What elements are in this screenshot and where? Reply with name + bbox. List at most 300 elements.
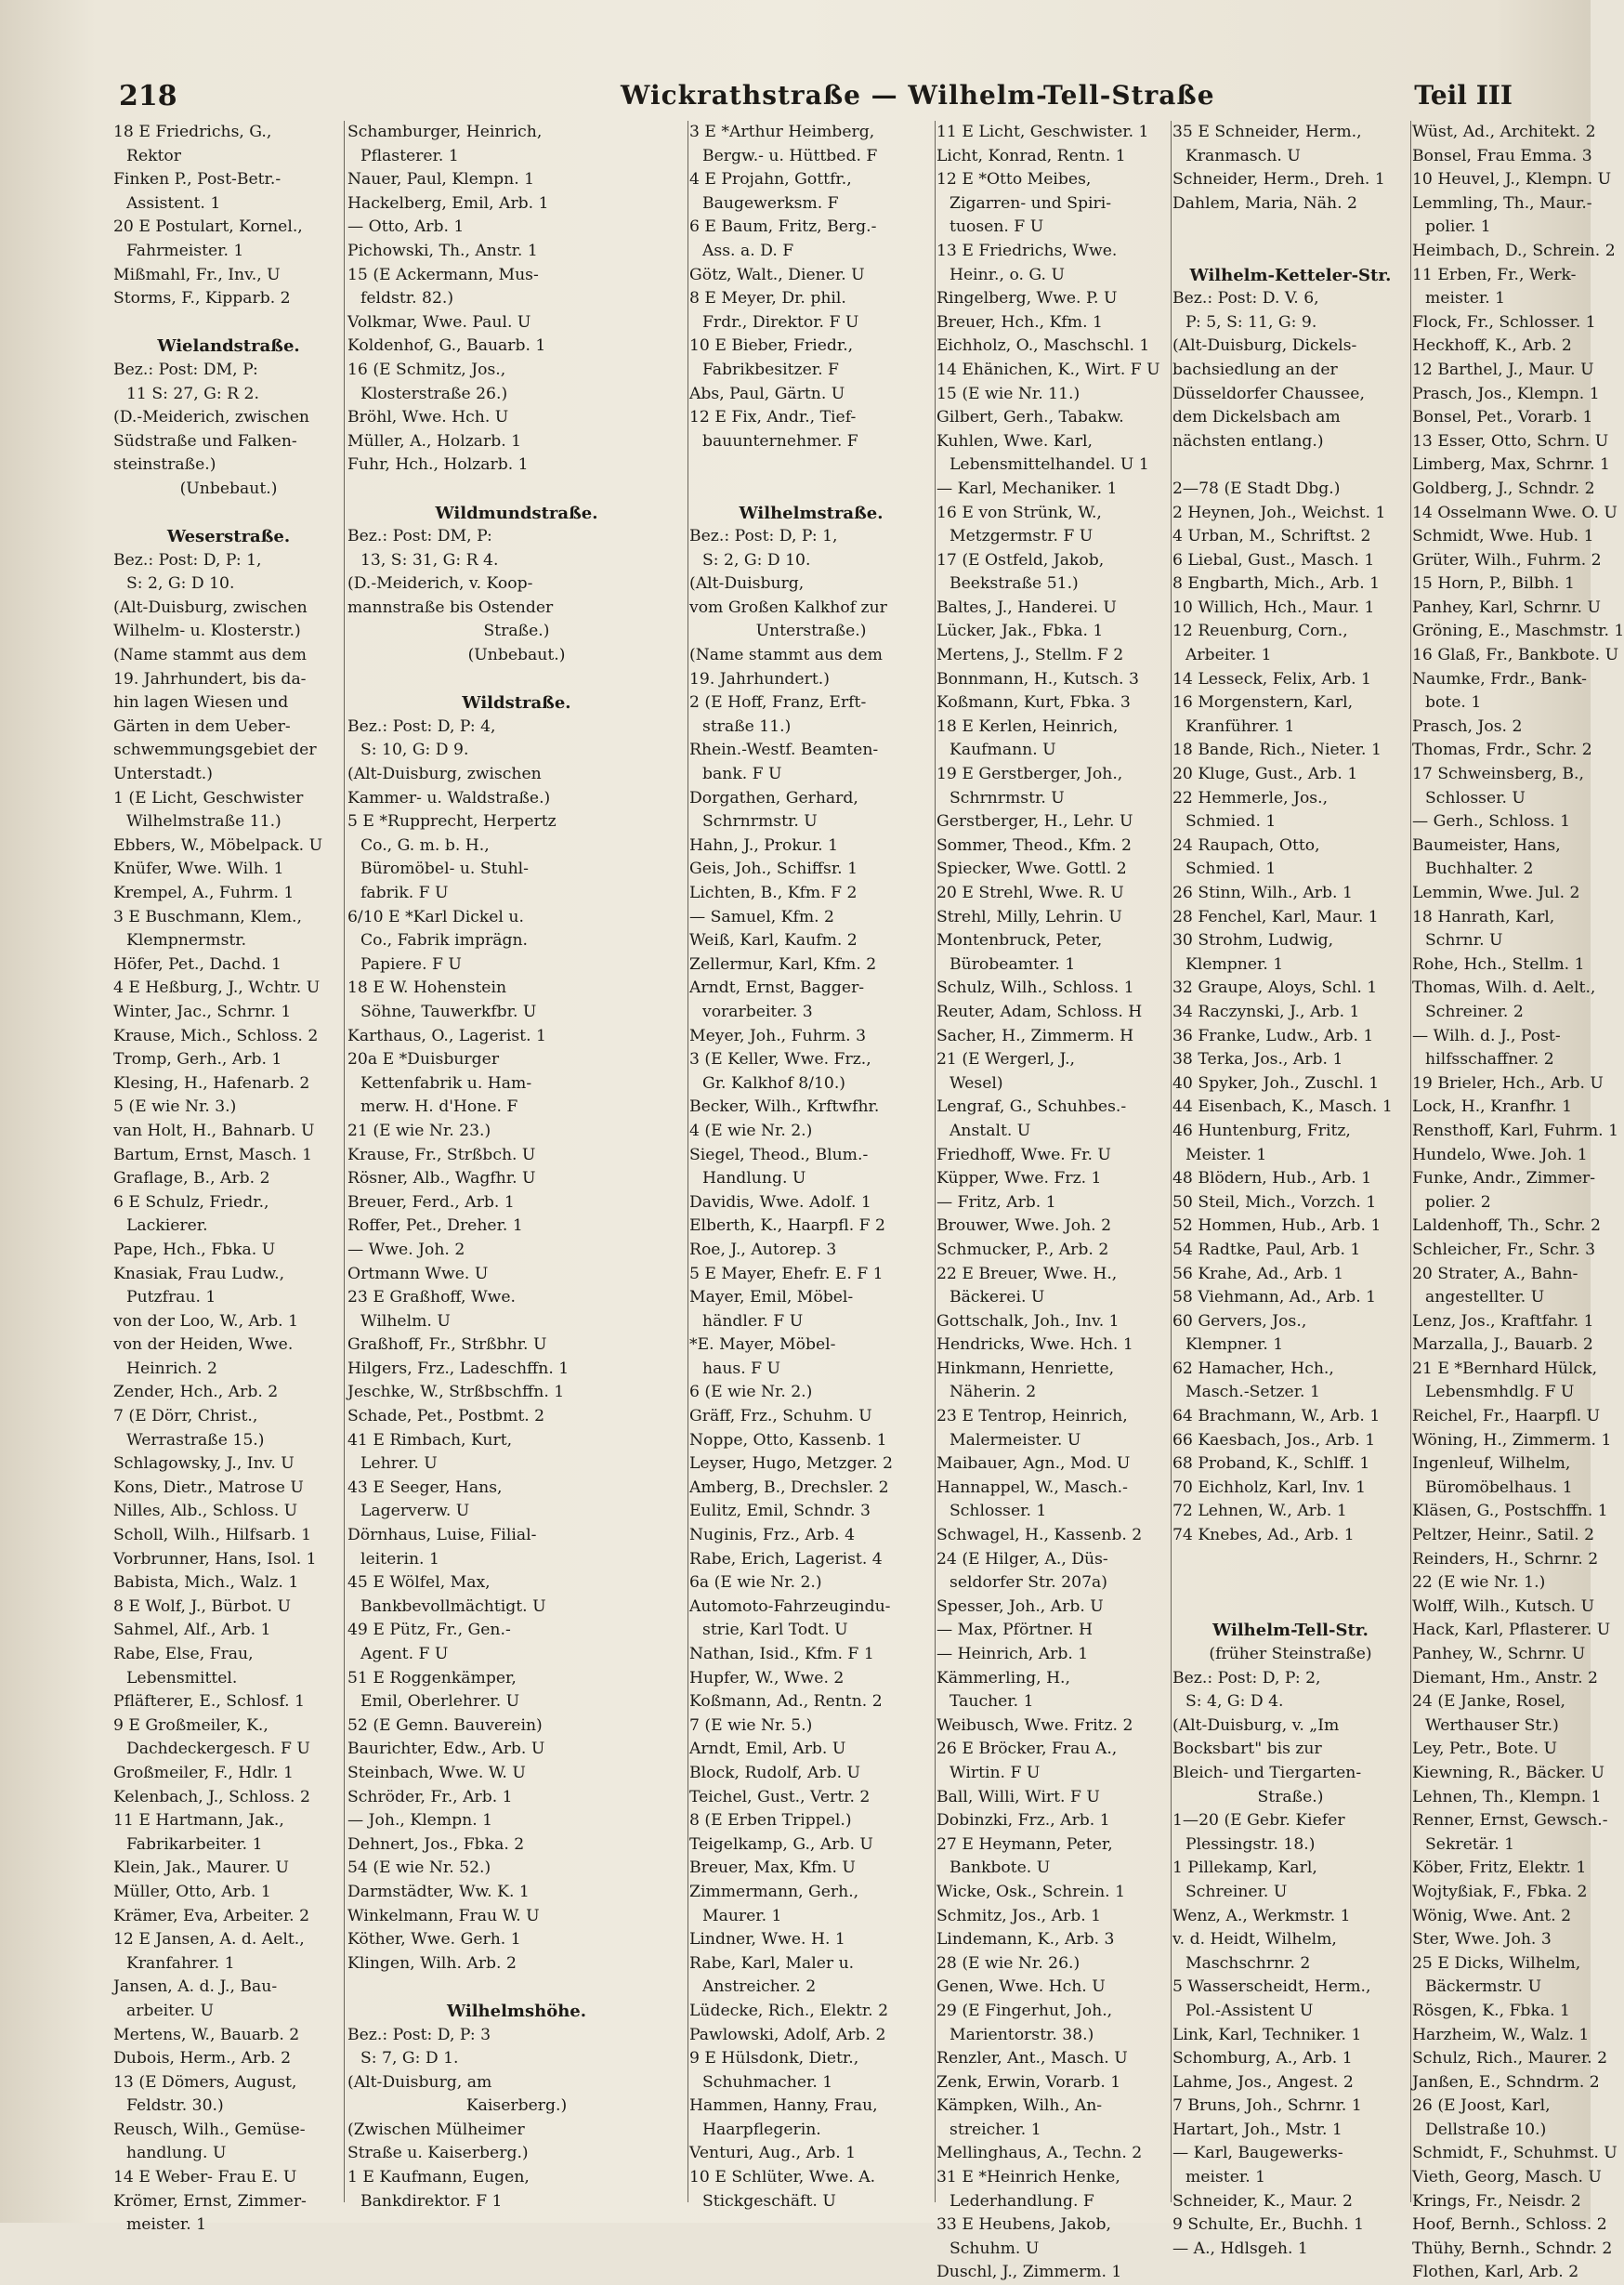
running-title: Wickrathstraße — Wilhelm-Tell-Straße xyxy=(621,80,1215,111)
directory-entry: Straße u. Kaiserberg.) xyxy=(347,2144,529,2163)
directory-entry: Bez.: Post: DM, P: xyxy=(347,527,492,546)
street-heading: Wielandstraße. xyxy=(157,336,300,357)
directory-entry: (Alt-Duisburg, am xyxy=(347,2072,492,2092)
directory-entry: (Alt-Duisburg, zwischen xyxy=(347,765,542,784)
directory-entry: Schomburg, A., Arb. 1 xyxy=(1172,2049,1353,2068)
directory-entry: 5 E *Rupprecht, Herpertz xyxy=(347,812,557,832)
directory-entry: Zigarren- und Spiri- xyxy=(950,193,1112,213)
directory-entry: Janßen, E., Schndrm. 2 xyxy=(1412,2072,1600,2092)
directory-entry: Bonsel, Pet., Vorarb. 1 xyxy=(1412,408,1593,427)
directory-entry: Lücker, Jak., Fbka. 1 xyxy=(936,622,1104,641)
directory-entry: Graflage, B., Arb. 2 xyxy=(113,1169,270,1188)
directory-entry: Wicke, Osk., Schrein. 1 xyxy=(936,1882,1126,1901)
directory-entry: Noppe, Otto, Kassenb. 1 xyxy=(689,1430,887,1450)
directory-entry: 1 Pillekamp, Karl, xyxy=(1172,1858,1317,1878)
directory-entry: Gräff, Frz., Schuhm. U xyxy=(689,1407,872,1426)
directory-entry: 74 Knebes, Ad., Arb. 1 xyxy=(1172,1526,1355,1545)
directory-entry: Panhey, Karl, Schrnr. U xyxy=(1412,598,1601,617)
directory-entry: Rösgen, K., Fbka. 1 xyxy=(1412,2001,1570,2020)
directory-entry: Schmitz, Jos., Arb. 1 xyxy=(936,1906,1102,1925)
directory-entry: Meyer, Joh., Fuhrm. 3 xyxy=(689,1026,867,1045)
directory-entry: Hartart, Joh., Mstr. 1 xyxy=(1172,2120,1342,2139)
column-4 xyxy=(936,121,1169,2282)
directory-entry: 3 (E Keller, Wwe. Frz., xyxy=(689,1050,871,1070)
directory-entry: Lehrer. U xyxy=(360,1454,438,1474)
directory-entry: 4 E Heßburg, J., Wchtr. U xyxy=(113,978,321,998)
directory-entry: bachsiedlung an der xyxy=(1172,360,1338,379)
directory-entry: — Heinrich, Arb. 1 xyxy=(936,1645,1089,1663)
directory-entry: (Alt-Duisburg, xyxy=(689,574,805,594)
directory-entry: 6 (E wie Nr. 2.) xyxy=(689,1383,813,1402)
directory-entry: bauunternehmer. F xyxy=(702,431,858,451)
directory-entry: Lüdecke, Rich., Elektr. 2 xyxy=(689,2001,889,2020)
directory-entry: Rensthoff, Karl, Fuhrm. 1 xyxy=(1412,1121,1619,1140)
directory-entry: Anstalt. U xyxy=(950,1121,1031,1140)
directory-entry: 20 E Postulart, Kornel., xyxy=(113,217,303,237)
directory-entry: Venturi, Aug., Arb. 1 xyxy=(689,2144,857,2163)
directory-entry: Teigelkamp, G., Arb. U xyxy=(689,1834,873,1854)
directory-entry: Wilhelm. U xyxy=(360,1311,451,1331)
directory-entry: Gilbert, Gerh., Tabakw. xyxy=(936,408,1124,427)
directory-entry: Mertens, J., Stellm. F 2 xyxy=(936,646,1124,665)
directory-entry xyxy=(1172,453,1408,478)
directory-entry: streicher. 1 xyxy=(950,2120,1041,2139)
directory-entry: 36 Franke, Ludw., Arb. 1 xyxy=(1172,1026,1374,1045)
directory-entry: 12 Barthel, J., Maur. U xyxy=(1412,360,1594,379)
directory-entry: Karthaus, O., Lagerist. 1 xyxy=(347,1026,546,1045)
directory-entry: Fahrmeister. 1 xyxy=(126,241,244,260)
directory-entry: 33 E Heubens, Jakob, xyxy=(936,2215,1111,2235)
directory-entry: Thomas, Wilh. d. Aelt., xyxy=(1412,978,1596,998)
directory-entry: 4 E Projahn, Gottfr., xyxy=(689,170,852,190)
directory-entry: Fabrikarbeiter. 1 xyxy=(126,1834,263,1854)
directory-entry: Arndt, Emil, Arb. U xyxy=(689,1740,846,1759)
directory-entry: Kläsen, G., Postschffn. 1 xyxy=(1412,1502,1608,1521)
directory-entry xyxy=(347,478,686,502)
street-heading: Wilhelm-Tell-Str. xyxy=(1212,1621,1369,1641)
directory-entry: Vorbrunner, Hans, Isol. 1 xyxy=(113,1549,317,1569)
directory-entry: — Otto, Arb. 1 xyxy=(347,217,465,237)
directory-entry: Hilgers, Frz., Ladeschffn. 1 xyxy=(347,1359,570,1378)
directory-entry: 10 E Schlüter, Wwe. A. xyxy=(689,2168,876,2187)
directory-entry: handlung. U xyxy=(126,2144,227,2163)
directory-entry: Eichholz, O., Maschschl. 1 xyxy=(936,336,1150,356)
directory-entry: schwemmungsgebiet der xyxy=(113,741,317,760)
directory-entry: — Samuel, Kfm. 2 xyxy=(689,907,834,926)
directory-entry xyxy=(1172,240,1408,264)
directory-entry: Plessingstr. 18.) xyxy=(1185,1834,1316,1854)
directory-entry: 1 (E Licht, Geschwister xyxy=(113,788,304,808)
directory-entry: Götz, Walt., Diener. U xyxy=(689,265,865,284)
directory-entry: Kranmasch. U xyxy=(1185,146,1301,165)
directory-entry: Bankbote. U xyxy=(950,1858,1051,1878)
directory-entry: — Karl, Mechaniker. 1 xyxy=(936,479,1118,498)
directory-entry: 52 Hommen, Hub., Arb. 1 xyxy=(1172,1216,1382,1236)
directory-entry: 22 Hemmerle, Jos., xyxy=(1172,788,1329,808)
directory-entry: Renner, Ernst, Gewsch.- xyxy=(1412,1811,1608,1831)
directory-entry: Lichten, B., Kfm. F 2 xyxy=(689,884,858,902)
directory-entry: Unterstraße.) xyxy=(755,622,867,641)
directory-entry: — Karl, Baugewerks- xyxy=(1172,2144,1343,2163)
directory-entry: 14 E Weber- Frau E. U xyxy=(113,2168,297,2187)
directory-entry: Wirtin. F U xyxy=(950,1763,1041,1782)
directory-entry: Marientorstr. 38.) xyxy=(950,2025,1094,2044)
directory-entry: 6/10 E *Karl Dickel u. xyxy=(347,907,524,926)
directory-entry: Lagerverw. U xyxy=(360,1502,470,1521)
directory-entry: 12 Reuenburg, Corn., xyxy=(1172,622,1348,641)
directory-entry: (Unbebaut.) xyxy=(179,479,278,498)
directory-entry: 13, S: 31, G: R 4. xyxy=(360,550,499,570)
directory-entry: 9 E Großmeiler, K., xyxy=(113,1715,268,1735)
directory-entry: 8 E Wolf, J., Bürbot. U xyxy=(113,1596,291,1616)
directory-entry: Näherin. 2 xyxy=(950,1383,1037,1402)
directory-entry: Vieth, Georg, Masch. U xyxy=(1412,2168,1602,2187)
directory-entry: Ebbers, W., Möbelpack. U xyxy=(113,835,323,855)
directory-entry: Wönig, Wwe. Ant. 2 xyxy=(1412,1906,1572,1925)
directory-entry: Lengraf, G., Schuhbes.- xyxy=(936,1097,1127,1117)
directory-entry: Agent. F U xyxy=(360,1645,449,1663)
directory-entry: 41 E Rimbach, Kurt, xyxy=(347,1430,513,1450)
directory-entry: 16 Glaß, Fr., Bankbote. U xyxy=(1412,646,1619,665)
directory-entry: Unterstadt.) xyxy=(113,765,213,784)
directory-entry: seldorfer Str. 207a) xyxy=(950,1573,1107,1593)
directory-entry: Bez.: Post: D, P: 1, xyxy=(689,527,838,546)
directory-entry: Sekretär. 1 xyxy=(1425,1834,1515,1854)
directory-entry: Pflasterer. 1 xyxy=(360,146,459,165)
directory-entry: Gärten in dem Ueber- xyxy=(113,716,291,736)
directory-entry: v. d. Heidt, Wilhelm, xyxy=(1172,1930,1337,1950)
directory-entry: Kons, Dietr., Matrose U xyxy=(113,1477,304,1497)
directory-entry: Dörnhaus, Luise, Filial- xyxy=(347,1526,537,1545)
directory-entry: 21 E *Bernhard Hülck, xyxy=(1412,1359,1598,1378)
directory-entry xyxy=(113,311,344,335)
directory-entry: 15 (E wie Nr. 11.) xyxy=(936,384,1080,403)
directory-entry: 24 (E Janke, Rosel, xyxy=(1412,1692,1566,1712)
directory-entry: (Alt-Duisburg, v. „Im xyxy=(1172,1715,1340,1735)
directory-entry: Schrnrmstr. U xyxy=(702,812,818,832)
directory-entry: steinstraße.) xyxy=(113,455,216,475)
directory-entry: strie, Karl Todt. U xyxy=(702,1621,848,1640)
column-6 xyxy=(1412,121,1624,2282)
directory-entry: 54 (E wie Nr. 52.) xyxy=(347,1858,491,1878)
street-heading: Wildstraße. xyxy=(462,693,571,714)
directory-entry: 28 (E wie Nr. 26.) xyxy=(936,1953,1080,1973)
directory-entry: Hupfer, W., Wwe. 2 xyxy=(689,1668,845,1687)
directory-entry: Montenbruck, Peter, xyxy=(936,931,1103,951)
directory-entry: 10 Willich, Hch., Maur. 1 xyxy=(1172,598,1375,617)
directory-entry: Thomas, Frdr., Schr. 2 xyxy=(1412,741,1592,760)
directory-entry: Dehnert, Jos., Fbka. 2 xyxy=(347,1834,525,1854)
directory-entry: Masch.-Setzer. 1 xyxy=(1185,1383,1320,1402)
directory-entry: 7 (E Dörr, Christ., xyxy=(113,1407,258,1426)
directory-entry: Schulz, Rich., Maurer. 2 xyxy=(1412,2049,1608,2068)
directory-entry: Büromöbel- u. Stuhl- xyxy=(360,860,529,879)
directory-entry: 22 (E wie Nr. 1.) xyxy=(1412,1573,1546,1593)
directory-entry: Maschschrnr. 2 xyxy=(1185,1953,1311,1973)
directory-entry: Klempner. 1 xyxy=(1185,954,1284,974)
directory-entry: Wöning, H., Zimmerm. 1 xyxy=(1412,1430,1612,1450)
directory-entry: 24 Raupach, Otto, xyxy=(1172,835,1320,855)
directory-entry: Bez.: Post: D. V. 6, xyxy=(1172,289,1319,309)
directory-entry: 11 Erben, Fr., Werk- xyxy=(1412,265,1577,284)
directory-entry: 2 Heynen, Joh., Weichst. 1 xyxy=(1172,503,1386,522)
directory-entry: Bonsel, Frau Emma. 3 xyxy=(1412,146,1592,165)
directory-entry: Dachdeckergesch. F U xyxy=(126,1740,310,1759)
column-3 xyxy=(689,121,933,2211)
directory-entry: 18 E Friedrichs, G., xyxy=(113,123,272,141)
directory-entry: 20a E *Duisburger xyxy=(347,1050,500,1070)
directory-entry: — Wwe. Joh. 2 xyxy=(347,1240,465,1259)
directory-entry: 54 Radtke, Paul, Arb. 1 xyxy=(1172,1240,1361,1259)
directory-entry: 43 E Seeger, Hans, xyxy=(347,1477,503,1497)
directory-entry: meister. 1 xyxy=(1425,289,1506,309)
directory-entry: 14 Ehänichen, K., Wirt. F U xyxy=(936,360,1160,379)
directory-entry: Maibauer, Agn., Mod. U xyxy=(936,1454,1131,1474)
directory-entry: Scholl, Wilh., Hilfsarb. 1 xyxy=(113,1526,312,1545)
directory-entry: Elberth, K., Haarpfl. F 2 xyxy=(689,1216,885,1236)
directory-entry: Mißmahl, Fr., Inv., U xyxy=(113,265,281,284)
directory-entry: Funke, Andr., Zimmer- xyxy=(1412,1169,1596,1188)
directory-entry: Roe, J., Autorep. 3 xyxy=(689,1240,837,1259)
directory-entry: Werthauser Str.) xyxy=(1425,1715,1559,1735)
directory-entry: Sahmel, Alf., Arb. 1 xyxy=(113,1621,271,1640)
directory-entry: 6 E Baum, Fritz, Berg.- xyxy=(689,217,877,237)
directory-entry: 13 E Friedrichs, Wwe. xyxy=(936,241,1118,260)
directory-entry: 13 Esser, Otto, Schrn. U xyxy=(1412,431,1609,451)
directory-entry: Tromp, Gerh., Arb. 1 xyxy=(113,1050,282,1070)
directory-entry: 51 E Roggenkämper, xyxy=(347,1668,517,1687)
directory-entry: Siegel, Theod., Blum.- xyxy=(689,1145,869,1164)
directory-entry: Schmied. 1 xyxy=(1185,812,1277,832)
directory-entry: meister. 1 xyxy=(1185,2168,1266,2187)
directory-entry xyxy=(113,502,344,526)
directory-entry: 56 Krahe, Ad., Arb. 1 xyxy=(1172,1264,1344,1283)
street-heading: Weserstraße. xyxy=(166,527,291,547)
directory-entry: Papiere. F U xyxy=(360,954,462,974)
directory-entry: Mayer, Emil, Möbel- xyxy=(689,1288,854,1307)
directory-entry: Naumke, Frdr., Bank- xyxy=(1412,669,1587,689)
directory-entry: merw. H. d'Hone. F xyxy=(360,1097,518,1117)
directory-entry: Wilhelmstraße 11.) xyxy=(126,812,282,832)
directory-entry: Lackierer. xyxy=(126,1216,208,1236)
street-heading: Wilhelm-Ketteler-Str. xyxy=(1189,265,1392,285)
directory-entry: Emil, Oberlehrer. U xyxy=(360,1692,520,1712)
directory-entry xyxy=(689,453,933,478)
directory-entry: Nathan, Isid., Kfm. F 1 xyxy=(689,1645,874,1663)
directory-entry: Baumeister, Hans, xyxy=(1412,835,1561,855)
directory-entry: Ringelberg, Wwe. P. U xyxy=(936,289,1118,309)
directory-entry: Schade, Pet., Postbmt. 2 xyxy=(347,1407,545,1426)
directory-entry: Haarpflegerin. xyxy=(702,2120,821,2139)
directory-entry: 38 Terka, Jos., Arb. 1 xyxy=(1172,1050,1343,1070)
directory-entry: 20 E Strehl, Wwe. R. U xyxy=(936,884,1124,902)
directory-entry: Spiecker, Wwe. Gottl. 2 xyxy=(936,860,1127,879)
directory-entry: Bez.: Post: D, P: 4, xyxy=(347,716,496,736)
directory-entry: Wojtyßiak, F., Fbka. 2 xyxy=(1412,1882,1588,1901)
directory-entry: S: 2, G: D 10. xyxy=(126,574,235,594)
directory-entry: Graßhoff, Fr., Strßbhr. U xyxy=(347,1335,547,1355)
directory-entry: Baugewerksm. F xyxy=(702,193,839,213)
directory-entry: Knüfer, Wwe. Wilh. 1 xyxy=(113,860,284,879)
directory-entry: Bleich- und Tiergarten- xyxy=(1172,1763,1362,1782)
directory-entry: 23 E Graßhoff, Wwe. xyxy=(347,1288,516,1307)
directory-entry: mannstraße bis Ostender xyxy=(347,598,554,617)
directory-entry: Krause, Mich., Schloss. 2 xyxy=(113,1026,319,1045)
directory-entry: Schmied. 1 xyxy=(1185,860,1277,879)
directory-entry: Darmstädter, Ww. K. 1 xyxy=(347,1882,530,1901)
directory-entry: 26 Stinn, Wilh., Arb. 1 xyxy=(1172,884,1353,902)
directory-entry: Bäckerei. U xyxy=(950,1288,1045,1307)
directory-entry: 24 (E Hilger, A., Düs- xyxy=(936,1549,1108,1569)
directory-entry: 18 Hanrath, Karl, xyxy=(1412,907,1555,926)
directory-entry: Rektor xyxy=(126,146,181,165)
directory-entry: Klosterstraße 26.) xyxy=(360,384,508,403)
directory-entry: Frdr., Direktor. F U xyxy=(702,312,859,332)
directory-entry: Roffer, Pet., Dreher. 1 xyxy=(347,1216,523,1236)
directory-entry xyxy=(1172,1596,1408,1620)
directory-entry: Mellinghaus, A., Techn. 2 xyxy=(936,2144,1143,2163)
directory-entry: 18 Bande, Rich., Nieter. 1 xyxy=(1172,741,1382,760)
directory-entry: Pichowski, Th., Anstr. 1 xyxy=(347,241,538,260)
street-heading: Wilhelmshöhe. xyxy=(446,2001,587,2021)
directory-entry: 10 Heuvel, J., Klempn. U xyxy=(1412,170,1612,190)
directory-entry: von der Loo, W., Arb. 1 xyxy=(113,1311,299,1331)
directory-entry: 18 E Kerlen, Heinrich, xyxy=(936,716,1119,736)
directory-entry: P: 5, S: 11, G: 9. xyxy=(1185,312,1317,332)
directory-entry: Weibusch, Wwe. Fritz. 2 xyxy=(936,1715,1133,1735)
directory-entry: Lebensmittel. xyxy=(126,1668,238,1687)
directory-entry: 27 E Heymann, Peter, xyxy=(936,1834,1113,1854)
directory-entry: dem Dickelsbach am xyxy=(1172,408,1341,427)
street-heading: Wildmundstraße. xyxy=(435,503,598,523)
directory-entry: Schrnrmstr. U xyxy=(950,788,1065,808)
directory-entry: Beekstraße 51.) xyxy=(950,574,1079,594)
directory-entry: Brouwer, Wwe. Joh. 2 xyxy=(936,1216,1112,1236)
directory-entry: 32 Graupe, Aloys, Schl. 1 xyxy=(1172,978,1378,998)
directory-entry: (früher Steinstraße) xyxy=(1209,1645,1372,1663)
directory-entry xyxy=(347,1976,686,2000)
directory-entry: (Name stammt aus dem xyxy=(689,646,883,665)
directory-entry: Friedhoff, Wwe. Fr. U xyxy=(936,1145,1111,1164)
directory-entry: 16 Morgenstern, Karl, xyxy=(1172,693,1354,713)
directory-entry: Lahme, Jos., Angest. 2 xyxy=(1172,2072,1354,2092)
directory-entry: Schlosser. 1 xyxy=(950,1502,1047,1521)
directory-entry: 4 (E wie Nr. 2.) xyxy=(689,1121,813,1140)
directory-entry: 2—78 (E Stadt Dbg.) xyxy=(1172,479,1341,498)
street-heading: Wilhelmstraße. xyxy=(739,503,884,523)
directory-entry: 1—20 (E Gebr. Kiefer xyxy=(1172,1811,1345,1831)
directory-entry: 2 (E Hoff, Franz, Erft- xyxy=(689,693,867,713)
directory-entry: (Alt-Duisburg, Dickels- xyxy=(1172,336,1357,356)
directory-entry: (Unbebaut.) xyxy=(467,646,566,665)
directory-entry: 29 (E Fingerhut, Joh., xyxy=(936,2001,1113,2020)
directory-entry: Teichel, Gust., Vertr. 2 xyxy=(689,1787,871,1806)
directory-entry: Hahn, J., Prokur. 1 xyxy=(689,835,839,855)
directory-entry: Schulz, Wilh., Schloss. 1 xyxy=(936,978,1134,998)
directory-entry: — Fritz, Arb. 1 xyxy=(936,1192,1056,1212)
directory-entry: — Wilh. d. J., Post- xyxy=(1412,1026,1561,1045)
directory-entry: Bez.: Post: D, P: 2, xyxy=(1172,1668,1321,1687)
directory-entry xyxy=(689,478,933,502)
directory-entry: Block, Rudolf, Arb. U xyxy=(689,1763,861,1782)
directory-entry: 15 Horn, P., Bilbh. 1 xyxy=(1412,574,1575,594)
column-1 xyxy=(113,121,344,2235)
directory-entry: S: 2, G: D 10. xyxy=(702,550,811,570)
directory-entry: Wüst, Ad., Architekt. 2 xyxy=(1412,123,1596,141)
directory-entry: nächsten entlang.) xyxy=(1172,431,1324,451)
directory-entry: 23 E Tentrop, Heinrich, xyxy=(936,1407,1128,1426)
directory-entry: 21 (E Wergerl, J., xyxy=(936,1050,1075,1070)
directory-entry: hin lagen Wiesen und xyxy=(113,693,289,713)
directory-entry: vorarbeiter. 3 xyxy=(702,1002,813,1021)
directory-entry: Nilles, Alb., Schloss. U xyxy=(113,1502,298,1521)
directory-entry: 5 Wasserscheidt, Herm., xyxy=(1172,1977,1371,1997)
directory-entry: Breuer, Hch., Kfm. 1 xyxy=(936,312,1103,332)
directory-entry: Metzgermstr. F U xyxy=(950,527,1094,546)
directory-entry: Klesing, H., Hafenarb. 2 xyxy=(113,1073,310,1093)
directory-entry: Lindemann, K., Arb. 3 xyxy=(936,1930,1115,1950)
directory-entry: Lock, H., Kranfhr. 1 xyxy=(1412,1097,1573,1117)
directory-entry: Baltes, J., Handerei. U xyxy=(936,598,1117,617)
directory-entry: 11 E Licht, Geschwister. 1 xyxy=(936,123,1149,141)
directory-entry: 30 Strohm, Ludwig, xyxy=(1172,931,1334,951)
directory-entry: Schuhm. U xyxy=(950,2239,1040,2258)
directory-entry: Sacher, H., Zimmerm. H xyxy=(936,1026,1134,1045)
directory-entry xyxy=(1172,216,1408,240)
directory-entry: Hack, Karl, Pflasterer. U xyxy=(1412,1621,1611,1640)
directory-entry: Klempnermstr. xyxy=(126,931,247,951)
directory-entry: Düsseldorfer Chaussee, xyxy=(1172,384,1365,403)
directory-entry: 58 Viehmann, Ad., Arb. 1 xyxy=(1172,1288,1377,1307)
directory-entry: arbeiter. U xyxy=(126,2001,214,2020)
directory-entry: — Joh., Klempn. 1 xyxy=(347,1811,493,1831)
directory-entry: hilfsschaffner. 2 xyxy=(1425,1050,1554,1070)
directory-entry: Zenk, Erwin, Vorarb. 1 xyxy=(936,2072,1121,2092)
directory-entry: 60 Gervers, Jos., xyxy=(1172,1311,1307,1331)
directory-entry: Schneider, Herm., Dreh. 1 xyxy=(1172,170,1385,190)
directory-entry: vom Großen Kalkhof zur xyxy=(689,598,887,617)
directory-entry: (D.-Meiderich, v. Koop- xyxy=(347,574,533,594)
directory-entry: 52 (E Gemn. Bauverein) xyxy=(347,1715,543,1735)
directory-entry: Panhey, W., Schrnr. U xyxy=(1412,1645,1586,1663)
directory-entry: 72 Lehnen, W., Arb. 1 xyxy=(1172,1502,1347,1521)
directory-entry: Abs, Paul, Gärtn. U xyxy=(689,384,845,403)
directory-entry: Geis, Joh., Schiffsr. 1 xyxy=(689,860,858,879)
directory-entry: 48 Blödern, Hub., Arb. 1 xyxy=(1172,1169,1372,1188)
directory-entry: Wolff, Wilh., Kutsch. U xyxy=(1412,1596,1595,1616)
directory-entry: feldstr. 82.) xyxy=(360,289,454,309)
directory-entry: händler. F U xyxy=(702,1311,804,1331)
directory-entry: Schrnr. U xyxy=(1425,931,1503,951)
directory-entry: Flock, Fr., Schlosser. 1 xyxy=(1412,312,1596,332)
directory-entry: 15 (E Ackermann, Mus- xyxy=(347,265,539,284)
directory-entry: Koldenhof, G., Bauarb. 1 xyxy=(347,336,546,356)
directory-entry: Putzfrau. 1 xyxy=(126,1288,216,1307)
directory-entry: Dellstraße 10.) xyxy=(1425,2120,1547,2139)
directory-entry: Schneider, K., Maur. 2 xyxy=(1172,2191,1353,2211)
directory-entry: leiterin. 1 xyxy=(360,1549,439,1569)
directory-entry: Becker, Wilh., Krftwfhr. xyxy=(689,1097,880,1117)
directory-entry: Automoto-Fahrzeugindu- xyxy=(689,1596,891,1616)
directory-entry: 49 E Pütz, Fr., Gen.- xyxy=(347,1621,511,1640)
directory-entry: 50 Steil, Mich., Vorzch. 1 xyxy=(1172,1192,1377,1212)
directory-entry: Renzler, Ant., Masch. U xyxy=(936,2049,1128,2068)
directory-entry: Bonnmann, H., Kutsch. 3 xyxy=(936,669,1139,689)
directory-entry: 16 (E Schmitz, Jos., xyxy=(347,360,506,379)
directory-entry: Malermeister. U xyxy=(950,1430,1081,1450)
directory-entry: Schlagowsky, J., Inv. U xyxy=(113,1454,295,1474)
directory-entry: Arbeiter. 1 xyxy=(1185,646,1272,665)
